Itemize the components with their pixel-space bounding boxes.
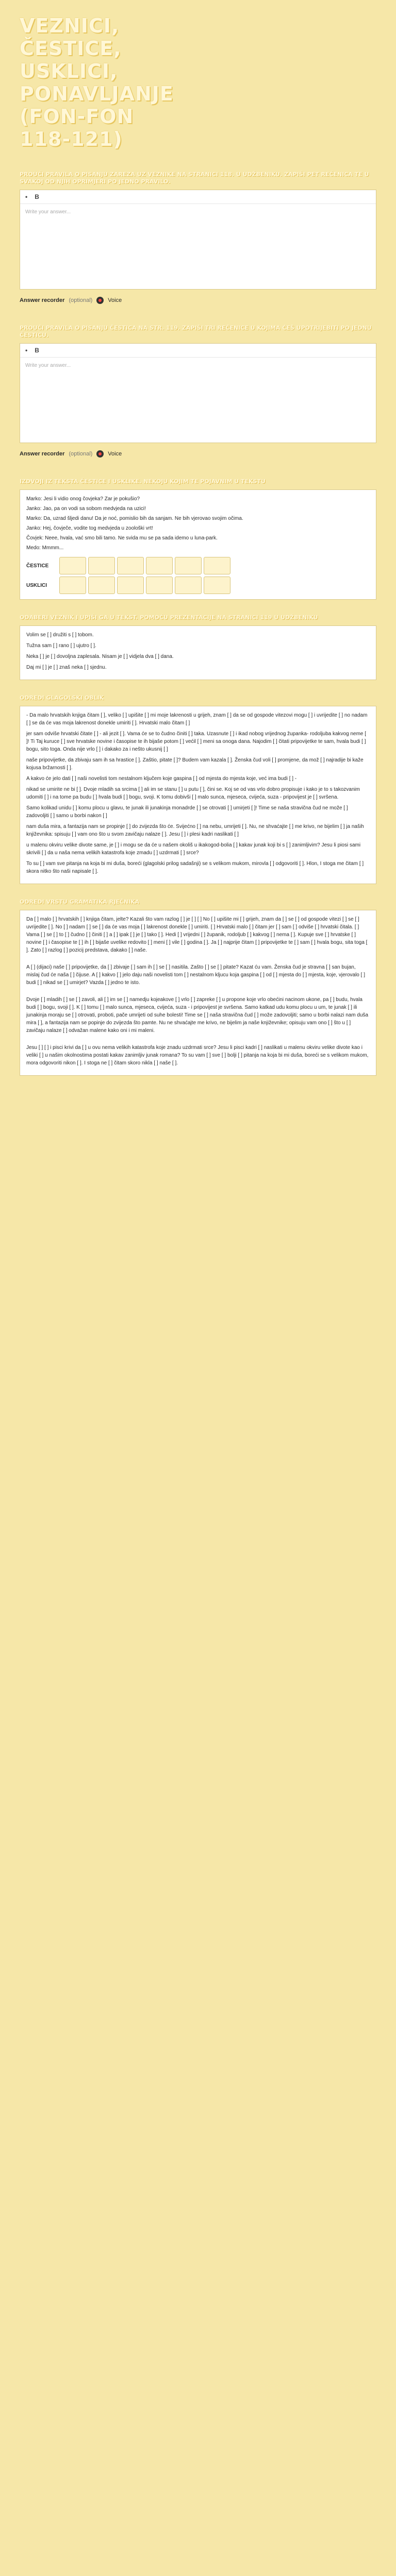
- drop-cell[interactable]: [59, 577, 86, 594]
- fill-paragraph[interactable]: A [ ] (dijaci) naše [ ] pripovijetke, da [ ] zbivaje [ ] sam ih [ ] se [ ] nasitila. Zašto [ ] se [ ] pitate? Kazat ću vam. Ženska čud je stravna [ ] san bujan, mislaj čud će naša [ ] čijuse. A [ ] kakvo [ ] jelo daju naši novelisti tom [ ] nestalnom kljucu koja gaspina [ ] od [ ] mjesta do [ ] mjesta, koje, vjerovalo [ ] budi [ ] nikad se [ ] umirjet? Vazda [ ] jedno te isto.: [26, 964, 365, 986]
- fill-paragraph[interactable]: To su [ ] vam sve pitanja na koja bi mi duša, boreći (glagolski prilog sadašnji) se s velikom mukom, mirovla [ ] odgovoriti [ ]. Hlon, I stoga me čitam [ ] skora nitko što naši napisale [ ].: [26, 861, 364, 874]
- exercise-4-instruction: ODABERI VEZNIK I UPIŠI GA U TEKST. POMOĆU PREZENTACIJE NA STRANICI 119 U UDŽBENIKU: [20, 614, 318, 621]
- fill-paragraph[interactable]: Samo kolikad unidu [ ] komu plocu u glavu, te junak ili junakinja monadrde [ ] se otrovati [ ] umirjeti [ ]! Time se naša stravična čud ne može [ ] zadovoljiti [ ] samo u borbi nakon [ ]: [26, 805, 348, 819]
- bold-button[interactable]: B: [35, 193, 39, 200]
- exercise-5-card: [20, 706, 376, 884]
- recorder-label: Answer recorder: [20, 297, 65, 303]
- exercise-6-instruction: ODREDI VRSTU GRAMATIKA RJEČNIKA: [20, 899, 140, 905]
- fill-paragraph[interactable]: Da [ ] malo [ ] hrvatskih [ ] knjiga čitam, jelte? Kazali što vam razlog [ ] je [ ] [ ] No [ ] upišite mi [ ] grijeh, znam da [ ] se [ ] od gospode vitezi [ ] se [ ] uvrijedite [ ]. No [ ] nadam [ ] se [ ] da će vas moja [ ] lakrenost donekle [ ] umiriti. [ ] Hrvatski malo [ ] čitam jer [ ] sam [ ] odviše [ ] hrvatski čitala. [ ] Vama [ ] se [ ] to [ ] čudno [ ] činiti [ ] a [ ] ipak [ ] je [ ] tako [ ]. Hedi [ ] vrijedni [ ] županik, rodoljub [ ] kakvog [ ] nema [ ]. Kupuje sve [ ] hrvatske [ ] novine [ ] i časopise te [ ] ih [ ] bijaše uvelike redovito [ ] meni [ ] vile [ ] godina [ ]. Ja [ ] najprije čitam [ ] pripovijetke te [ ] sam [ ] hvala bogu, sita toga [ ]. Zato [ ] razlog [ ] pozicij predstava, dakako [ ] naše.: [26, 917, 368, 953]
- fill-paragraph[interactable]: A kakvo će jelo dati [ ] naši novelisti tom nestalnom ključem koje gaspina [ ] od mjesta do mjesta koje, već ima budi [ ] -: [26, 776, 297, 782]
- fill-paragraph[interactable]: jer sam odviše hrvatski čitate [ ] - ali jezit [ ]. Vama će se to čudno činiti [ ] taka. Uzasnute [ ] i ikad nobog vrijednog županka- rodoljuba kakvog neme [ ]! Ti Taj kuruce [ ] sve hrvatske novine i časopise te ih bijaše potom [ ] većil [ ] meni sa onoga dana. Najodim [ ] čitati pripovijetke te sam, hvala budi [ ] bogu, sito toga. Onda nije vrlo [ ] i dakako za i nešto ukusnij [ ]: [26, 731, 367, 752]
- dialog-line: Marko: Jesi li vidio onog čovjeka? Zar je pokušio?: [26, 496, 140, 502]
- fill-sentence[interactable]: Tužna sam [ ] rano [ ] ujutro [ ].: [26, 643, 96, 649]
- answer-textarea[interactable]: Write your answer...: [25, 363, 71, 368]
- task-2-editor[interactable]: [20, 343, 376, 443]
- task-1-instruction: PROUČI PRAVILA O PISANJU ZAREZA UZ VEZNIKE NA STRANICI 118. U UDŽBENIKU. ZAPIŠI PET REČENICA TE U SVAKOJ OD NJIH OPRIMJERI PO JEDNO PRAVILO.: [20, 171, 369, 185]
- bullet-list-button[interactable]: •: [25, 347, 28, 354]
- exercise-3-card: [20, 489, 376, 600]
- fill-sentence[interactable]: Volim se [ ] družiti s [ ] tobom.: [26, 632, 94, 638]
- bullet-list-button[interactable]: •: [25, 193, 28, 200]
- fill-paragraph[interactable]: u malenu okviru velike divote same, je [ ] i mogu se da će u našem okoliš u ikakogod-bolia [ ] kakav junak koji bi s [ ] zanimljivim? Jesu li piosi sami skrivili [ ] da u naša nema velikih katastrofa koje zmadu [ ] uzdrmati [ ] srce?: [26, 842, 361, 856]
- drop-cell[interactable]: [59, 557, 86, 574]
- recorder-optional: (optional): [69, 451, 93, 457]
- voice-button[interactable]: Voice: [108, 451, 122, 457]
- editor-toolbar: [20, 344, 376, 358]
- exercise-4-card: [20, 625, 376, 680]
- drop-cell[interactable]: [146, 557, 173, 574]
- drop-cell[interactable]: [117, 557, 144, 574]
- drop-cell[interactable]: [204, 557, 230, 574]
- exercise-5-instruction: ODREDI GLAGOLSKI OBLIK: [20, 694, 104, 701]
- fill-paragraph[interactable]: Dvoje [ ] mladih [ ] se [ ] zavoli, ali [ ] im se [ ] namedju kojeakove [ ] vrlo [ ] zapreke [ ] u propone koje vrlo obećini nacinom ukone, pa [ ] budu, hvala budi [ ] bogu, svoji [ ]. K [ ] tomu [ ] malo sunca, mjeseca, cvijeća, suza - i pripovijest je svršena. Samo katkad udu komu plocu u um, te junak [ ] ili junakinja moraju se [ ] otrovati, proboti, pače umrijeti od suhe bolesti! Time se [ ] naša stravična čud [ ] može zadovoljiti; samo u borbi nalazi nam duša mira [ ], a fantazija nam se popinje do zvijezda što pamte. Nu ne shvaćajte me krivo, ne bijelim ja naše književnike; opisuju vam ono [ ] što u [ ] zavičaju nalaze [ ] odvažan malene kako oni i mi maleni.: [26, 997, 369, 1033]
- editor-toolbar: [20, 190, 376, 204]
- microphone-icon[interactable]: [96, 297, 104, 304]
- answer-recorder: [20, 297, 376, 304]
- voice-button[interactable]: Voice: [108, 297, 122, 303]
- drop-cell[interactable]: [175, 557, 202, 574]
- drop-cell[interactable]: [146, 577, 173, 594]
- drop-cell[interactable]: [88, 557, 115, 574]
- drop-cell[interactable]: [175, 577, 202, 594]
- exercise-6-card: [20, 910, 376, 1076]
- row-label-exclamations: USKLICI: [26, 582, 47, 588]
- dialog-line: Janko: Jao, pa on vodi sa sobom medvjeda na uzici!: [26, 506, 146, 512]
- fill-paragraph[interactable]: Jesu [ ] [ ] i pisci krivi da [ ] u ovu nema velikih katastrofa koje znadu uzdrmati srce? Jesu li pisci kadri [ ] naslikati u malenu okviru velike divote kao i veliki [ ] u našim okolnostima postati kakav zanimljiv junak romana? To su vam [ ] sve [ ] bolji [ ] pitanja na koja bi mi duša, boreći se s velikom mukom, mora odgovoriti nikon [ ]. I stoga ne [ ] čitam skoro nikla [ ] naše [ ].: [26, 1045, 369, 1066]
- dialog-line: Marko: Da, uzrad šljedi danu! Da je noć, pomislio bih da sanjam. Ne bih vjerovao svojim očima.: [26, 516, 243, 521]
- task-1: [20, 171, 376, 304]
- fill-paragraph[interactable]: naše pripovijetke, da zbivaju sam ih sa hrastice [ ]. Zaštio, pitate [ ]? Budem vam kazala [ ]. Ženska čud voli [ ] promjene, da mož [ ] najradije bi kaže kojusa bržarnosti [ ].: [26, 757, 364, 771]
- dialog-line: Medo: Mmmm...: [26, 545, 64, 551]
- answer-textarea[interactable]: Write your answer...: [25, 209, 71, 215]
- microphone-icon[interactable]: [96, 450, 104, 457]
- fill-sentence[interactable]: Daj mi [ ] je [ ] znaš neka [ ] sjednu.: [26, 665, 107, 670]
- task-2-instruction: PROUČI PRAVILA O PISANJU ČESTICA NA STR. 119. ZAPIŠI TRI REČENICE U KOJIMA ĆEŠ UPOTRIJEBITI PO JEDNU ČESTICU.: [20, 325, 372, 338]
- task-1-editor[interactable]: [20, 190, 376, 290]
- fill-paragraph[interactable]: nam duša mira, a fantazija nam se propinje [ ] do zvijezda što će. Svijećno [ ] na nebu, umrijeti [ ]. Nu, ne shvaćajte [ ] me krivo, ne bijelim [ ] ja naših književnika: spisuju [ ] vam ono što u svom zavičaju nalaze [ ]. Jesu [ ] i plesi kadri naslikati [ ]: [26, 824, 364, 837]
- worksheet: [0, 0, 396, 1111]
- fill-paragraph[interactable]: - Da malo hrvatskih knjiga čitam [ ], veliko [ ] upišite [ ] mi moje lakrenosti u grijeh, znam [ ] da se od gospode vitezovi mogu [ ] i uvrijedite [ ] no nadam [ ] se da će vas moja lakrenost donekle umiriti [ ]. Hrvatski malo čitam [ ]: [26, 713, 368, 726]
- dialog-line: Janko: Hej, čovječe, vodite tog medvjeda u zoološki vrt!: [26, 526, 153, 531]
- fill-sentence[interactable]: Neka [ ] je [ ] dovoljna zaplesala. Nisam je [ ] vidjela dva [ ] dana.: [26, 654, 174, 659]
- drop-cell[interactable]: [204, 577, 230, 594]
- recorder-label: Answer recorder: [20, 451, 65, 457]
- recorder-optional: (optional): [69, 297, 93, 303]
- bold-button[interactable]: B: [35, 347, 39, 354]
- drop-cell[interactable]: [117, 577, 144, 594]
- sort-table: [26, 557, 370, 594]
- fill-paragraph[interactable]: nikad se umirite ne bi [ ]. Dvoje mladih sa srcima [ ] ali im se stanu [ ] u putu [ ], čini se. Koj se od vas vrlo dobro propisuje i kako je to s takozvanim udomiti [ ] i na tome pa budu [ ] hvala budi [ ] bogu, svoji. K tomu dobivši [ ] malo sunca, mjeseca, cvijeća, suza - pripovijest je [ ] svršena.: [26, 787, 360, 800]
- row-label-particles: ČESTICE: [26, 563, 49, 569]
- task-2: [20, 325, 376, 457]
- answer-recorder: [20, 450, 376, 457]
- drop-cell[interactable]: [88, 577, 115, 594]
- exercise-3-instruction: IZDVOJI IZ TEKSTA ČESTICE I USKLIKE. NEKOJU KOJIM TE POJAVNIM U TEKSTU: [20, 478, 266, 485]
- page-title: VEZNICI, ČESTICE, USKLICI, PONAVLJANJE (FON-FON 118-121): [20, 14, 174, 150]
- dialog-line: Čovjek: Neee, hvala, vać smo bili tamo. Ne svida mu se pa sada idemo u luna-park.: [26, 535, 218, 541]
